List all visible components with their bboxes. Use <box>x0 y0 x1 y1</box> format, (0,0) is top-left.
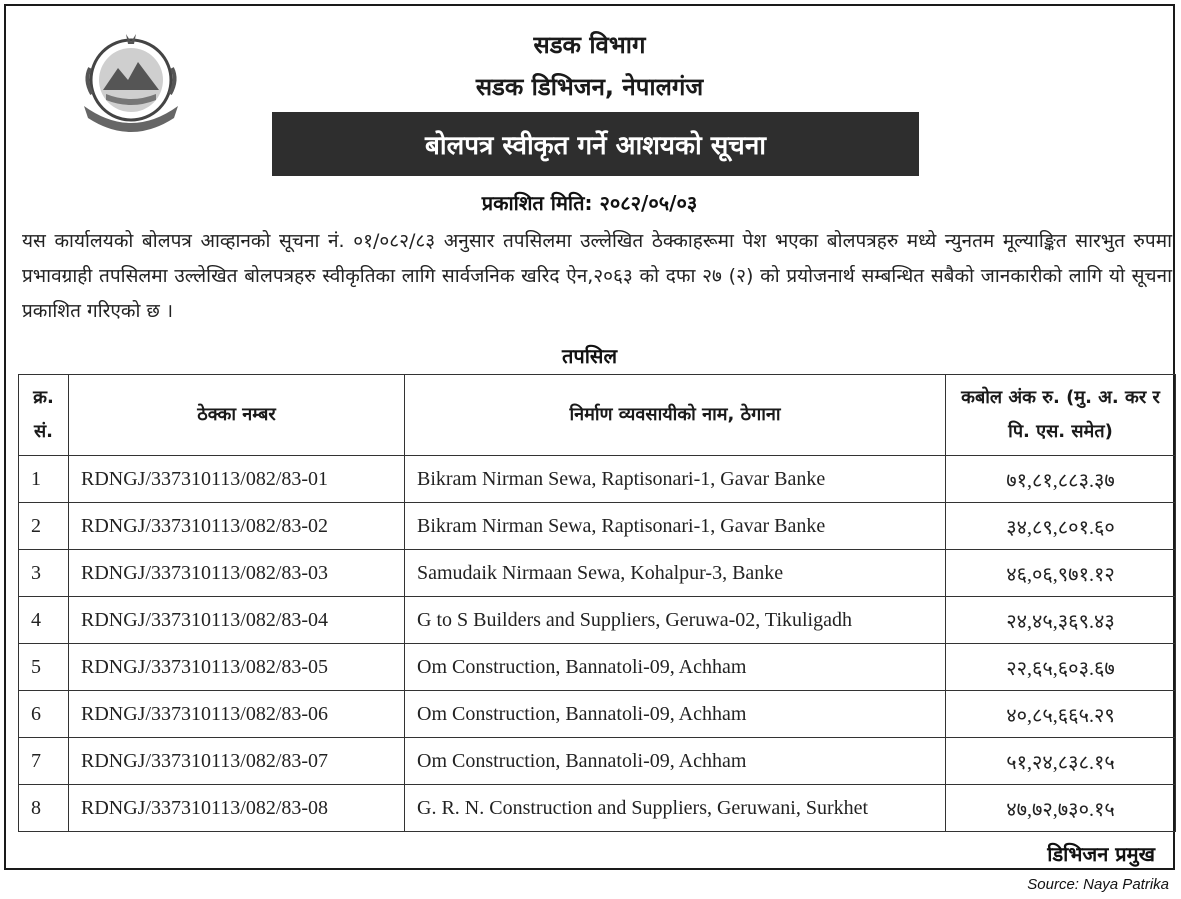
row-contractor: Bikram Nirman Sewa, Raptisonari-1, Gavar Banke <box>405 503 946 550</box>
row-bid-amount: २४,४५,३६९.४३ <box>946 597 1176 644</box>
table-row <box>19 785 1176 832</box>
table-row <box>19 456 1176 503</box>
row-contract-number: RDNGJ/337310113/082/83-01 <box>69 456 405 503</box>
department-name: सडक विभाग <box>533 31 646 59</box>
row-contract-number: RDNGJ/337310113/082/83-02 <box>69 503 405 550</box>
row-sn: 4 <box>19 597 69 644</box>
row-sn: 8 <box>19 785 69 832</box>
row-sn: 5 <box>19 644 69 691</box>
row-contractor: Om Construction, Bannatoli-09, Achham <box>405 644 946 691</box>
row-contractor: G to S Builders and Suppliers, Geruwa-02, Tikuligadh <box>405 597 946 644</box>
table-row <box>19 597 1176 644</box>
table-row <box>19 550 1176 597</box>
table-row <box>19 738 1176 785</box>
table-row <box>19 691 1176 738</box>
row-contract-number: RDNGJ/337310113/082/83-06 <box>69 691 405 738</box>
header-sn: क्र. सं. <box>19 375 69 456</box>
row-bid-amount: ४०,८५,६६५.२९ <box>946 691 1176 738</box>
source-credit: Source: Naya Patrika <box>1027 876 1169 893</box>
table-caption: तपसिल <box>561 344 618 368</box>
row-sn: 7 <box>19 738 69 785</box>
header-contract-number: ठेक्का नम्बर <box>69 375 405 456</box>
row-contractor: G. R. N. Construction and Suppliers, Geruwani, Surkhet <box>405 785 946 832</box>
notice-title: बोलपत्र स्वीकृत गर्ने आशयको सूचना <box>425 131 766 161</box>
row-contract-number: RDNGJ/337310113/082/83-03 <box>69 550 405 597</box>
table-row <box>19 503 1176 550</box>
notice-frame <box>4 4 1175 870</box>
intro-paragraph: यस कार्यालयको बोलपत्र आव्हानको सूचना नं. ०१/०८२/८३ अनुसार तपसिलमा उल्लेखित ठेक्काहरूमा पेश भएका बोलपत्रहरु मध्ये न्युनतम मूल्याङ्कित सारभुत रुपमा प्रभावग्राही तपसिलमा उल्लेखित बोलपत्रहरु स्वीकृतिका लागि सार्वजनिक खरिद ऐन,२०६३ को दफा २७ (२) को प्रयोजनार्थ सम्बन्धित सबैको जानकारीको लागि यो सूचना प्रकाशित गरिएको छ । <box>22 230 1172 322</box>
row-contractor: Samudaik Nirmaan Sewa, Kohalpur-3, Banke <box>405 550 946 597</box>
row-sn: 1 <box>19 456 69 503</box>
signoff-division-chief: डिभिजन प्रमुख <box>1047 842 1155 866</box>
row-contractor: Om Construction, Bannatoli-09, Achham <box>405 691 946 738</box>
awarded-bids-table <box>18 374 1176 832</box>
row-contractor: Om Construction, Bannatoli-09, Achham <box>405 738 946 785</box>
row-bid-amount: ३४,८९,८०१.६० <box>946 503 1176 550</box>
header-bid-amount: कबोल अंक रु. (मु. अ. कर र पि. एस. समेत) <box>946 375 1176 456</box>
row-bid-amount: ७१,८१,८८३.३७ <box>946 456 1176 503</box>
row-sn: 3 <box>19 550 69 597</box>
row-contract-number: RDNGJ/337310113/082/83-04 <box>69 597 405 644</box>
row-contract-number: RDNGJ/337310113/082/83-08 <box>69 785 405 832</box>
notice-title-banner <box>272 112 919 176</box>
header-contractor: निर्माण व्यवसायीको नाम, ठेगाना <box>405 375 946 456</box>
row-sn: 2 <box>19 503 69 550</box>
row-bid-amount: ४६,०६,९७१.१२ <box>946 550 1176 597</box>
row-bid-amount: ४७,७२,७३०.१५ <box>946 785 1176 832</box>
table-header-row <box>19 375 1176 456</box>
table-row <box>19 644 1176 691</box>
row-sn: 6 <box>19 691 69 738</box>
published-date: प्रकाशित मिति: २०८२/०५/०३ <box>481 191 698 215</box>
division-name: सडक डिभिजन, नेपालगंज <box>475 73 704 101</box>
row-bid-amount: ५१,२४,८३८.१५ <box>946 738 1176 785</box>
row-contractor: Bikram Nirman Sewa, Raptisonari-1, Gavar Banke <box>405 456 946 503</box>
row-contract-number: RDNGJ/337310113/082/83-07 <box>69 738 405 785</box>
row-contract-number: RDNGJ/337310113/082/83-05 <box>69 644 405 691</box>
row-bid-amount: २२,६५,६०३.६७ <box>946 644 1176 691</box>
